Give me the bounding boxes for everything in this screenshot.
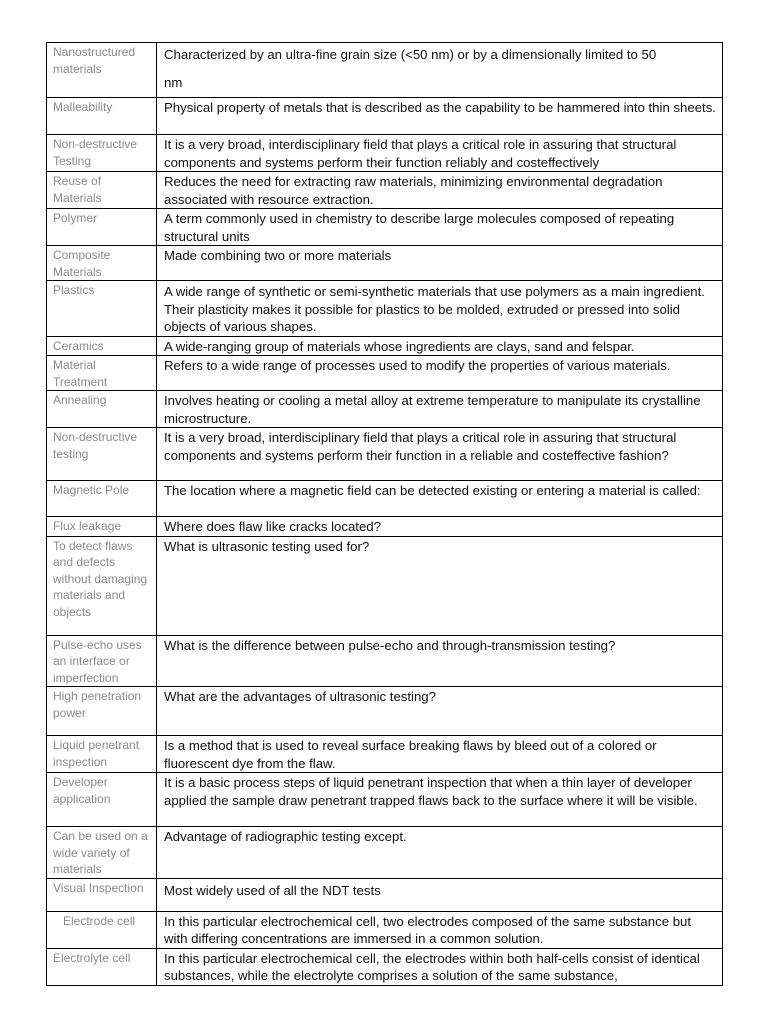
definition-text-continued: nm [164, 74, 183, 90]
table-row [47, 948, 723, 985]
definition-cell: It is a very broad, interdisciplinary field that plays a critical role in assuring that structural components and systems perform their function reliably and costeffectively [157, 135, 723, 172]
definition-cell: Made combining two or more materials [157, 246, 723, 281]
table-row [47, 687, 723, 736]
term-cell: Electrode cell [47, 911, 157, 948]
table-row [47, 246, 723, 281]
definition-cell: In this particular electrochemical cell, two electrodes composed of the same substance but with differing concentrations are immersed in a common solution. [157, 911, 723, 948]
term-cell: Polymer [47, 209, 157, 246]
definition-cell: What is the difference between pulse-echo and through-transmission testing? [157, 635, 723, 687]
term-cell: Non-destructive Testing [47, 135, 157, 172]
table-row [47, 281, 723, 337]
definition-cell: What is ultrasonic testing used for? [157, 536, 723, 635]
definition-cell: In this particular electrochemical cell, the electrodes within both half-cells consist of identical substances, while the electrolyte comprises a solution of the same substance, [157, 948, 723, 985]
table-row [47, 878, 723, 911]
term-cell: Ceramics [47, 336, 157, 356]
term-cell: Electrolyte cell [47, 948, 157, 985]
definition-cell: A wide-ranging group of materials whose ingredients are clays, sand and felspar. [157, 336, 723, 356]
definition-cell: Where does flaw like cracks located? [157, 517, 723, 537]
term-cell: Plastics [47, 281, 157, 337]
glossary-table [46, 42, 723, 986]
table-row [47, 911, 723, 948]
table-row [47, 356, 723, 391]
term-cell: Composite Materials [47, 246, 157, 281]
table-row [47, 773, 723, 827]
term-cell: To detect flaws and defects without damaging materials and objects [47, 536, 157, 635]
definition-cell: Reduces the need for extracting raw materials, minimizing environmental degradation associated with resource extraction. [157, 172, 723, 209]
definition-cell: Refers to a wide range of processes used to modify the properties of various materials. [157, 356, 723, 391]
term-cell: Non-destructive testing [47, 428, 157, 481]
term-cell: Liquid penetrant inspection [47, 736, 157, 773]
definition-cell: Advantage of radiographic testing except. [157, 827, 723, 879]
table-row [47, 172, 723, 209]
definition-cell: Involves heating or cooling a metal alloy at extreme temperature to manipulate its crystalline microstructure. [157, 391, 723, 428]
table-row [47, 336, 723, 356]
term-cell: Nanostructured materials [47, 43, 157, 98]
definition-cell: A term commonly used in chemistry to describe large molecules composed of repeating structural units [157, 209, 723, 246]
table-row [47, 827, 723, 879]
definition-cell: Physical property of metals that is described as the capability to be hammered into thin sheets. [157, 98, 723, 135]
term-cell: Malleability [47, 98, 157, 135]
table-row [47, 736, 723, 773]
term-cell: Reuse of Materials [47, 172, 157, 209]
table-row [47, 635, 723, 687]
term-cell: Can be used on a wide variety of materials [47, 827, 157, 879]
table-row [47, 481, 723, 517]
term-cell: Magnetic Pole [47, 481, 157, 517]
definition-cell: Most widely used of all the NDT tests [157, 878, 723, 911]
definition-cell: A wide range of synthetic or semi-synthetic materials that use polymers as a main ingredient. Their plasticity makes it possible for plastics to be molded, extruded or pressed into solid objects of various shapes. [157, 281, 723, 337]
term-cell: Material Treatment [47, 356, 157, 391]
table-row [47, 209, 723, 246]
definition-cell [157, 43, 723, 98]
term-cell: Annealing [47, 391, 157, 428]
term-cell: High penetration power [47, 687, 157, 736]
term-cell: Visual Inspection [47, 878, 157, 911]
definition-cell: Is a method that is used to reveal surface breaking flaws by bleed out of a colored or fluorescent dye from the flaw. [157, 736, 723, 773]
definition-cell: It is a basic process steps of liquid penetrant inspection that when a thin layer of developer applied the sample draw penetrant trapped flaws back to the surface where it will be visible. [157, 773, 723, 827]
definition-cell: It is a very broad, interdisciplinary field that plays a critical role in assuring that structural components and systems perform their function in a reliable and costeffective fashion? [157, 428, 723, 481]
definition-text: Characterized by an ultra-fine grain size (<50 nm) or by a dimensionally limited to 50 [164, 47, 657, 62]
table-row [47, 536, 723, 635]
definition-cell: The location where a magnetic field can be detected existing or entering a material is called: [157, 481, 723, 517]
table-row [47, 98, 723, 135]
term-cell: Pulse-echo uses an interface or imperfection [47, 635, 157, 687]
definition-cell: What are the advantages of ultrasonic testing? [157, 687, 723, 736]
table-row [47, 517, 723, 537]
term-cell: Flux leakage [47, 517, 157, 537]
table-row [47, 43, 723, 98]
table-row [47, 135, 723, 172]
table-row [47, 391, 723, 428]
table-row [47, 428, 723, 481]
term-cell: Developer application [47, 773, 157, 827]
